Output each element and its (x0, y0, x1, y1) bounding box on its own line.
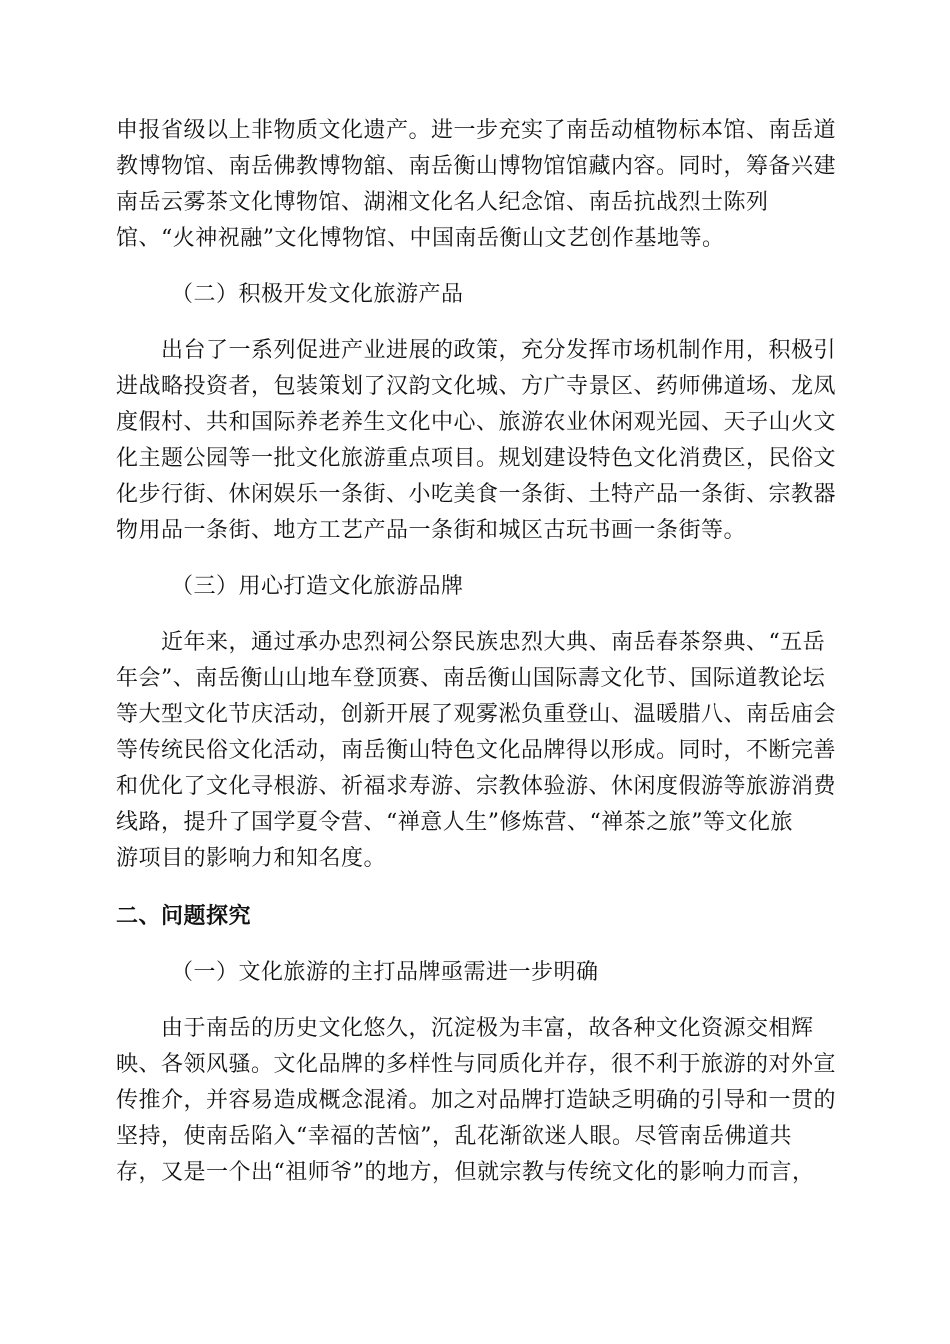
paragraph-brand (116, 625, 837, 877)
text-line: 进战略投资者，包装策划了汉韵文化城、方广寺景区、药师佛道场、龙凤 (116, 374, 837, 399)
text-line: 申报省级以上非物质文化遗产。进一步充实了南岳动植物标本馆、南岳道 (116, 118, 837, 143)
text-line: 化主题公园等一批文化旅游重点项目。规划建设特色文化消费区，民俗文 (116, 446, 837, 471)
spacer (116, 991, 834, 1011)
text-line: 传推介，并容易造成概念混淆。加之对品牌打造缺乏明确的引导和一贯的 (116, 1088, 837, 1113)
subheading-main-brand: （一）文化旅游的主打品牌亟需进一步明确 (171, 960, 599, 985)
text-line: 化步行街、休闲娱乐一条街、小吃美食一条街、土特产品一条街、宗教器 (116, 482, 837, 507)
subheading-develop-products: （二）积极开发文化旅游产品 (171, 282, 464, 307)
text-line: 由于南岳的历史文化悠久，沉淀极为丰富，故各种文化资源交相辉 (161, 1016, 814, 1041)
text-line: 度假村、共和国际养老养生文化中心、旅游农业休闲观光园、天子山火文 (116, 410, 837, 435)
text-line: 南岳云雾茶文化博物馆、湖湘文化名人纪念馆、南岳抗战烈士陈列 (116, 190, 769, 215)
text-line: 和优化了文化寻根游、祈福求寿游、宗教体验游、休闲度假游等旅游消费 (116, 774, 837, 799)
text-line: 坚持，使南岳陷入“幸福的苦恼”，乱花渐欲迷人眼。尽管南岳佛道共 (116, 1124, 792, 1149)
text-line: 等传统民俗文化活动，南岳衡山特色文化品牌得以形成。同时，不断完善 (116, 738, 837, 763)
paragraph-museums (116, 113, 837, 257)
text-line: 存，又是一个出“祖师爷”的地方，但就宗教与传统文化的影响力而言， (116, 1160, 815, 1185)
text-line: 线路，提升了国学夏令营、“禅意人生”修炼营、“禅茶之旅”等文化旅 (116, 810, 793, 835)
paragraph-brand-issue (116, 1011, 837, 1191)
spacer (116, 605, 834, 625)
document-body (116, 113, 837, 1191)
section-heading: 二、问题探究 (116, 904, 252, 929)
text-line: 出台了一系列促进产业进展的政策，充分发挥市场机制作用，积极引 (161, 338, 837, 363)
text-line: 物用品一条街、地方工艺产品一条街和城区古玩书画一条街等。 (116, 518, 747, 543)
spacer (116, 877, 834, 899)
text-line: 教博物馆、南岳佛教博物舘、南岳衡山博物馆馆藏内容。同时，筹备兴建 (116, 154, 837, 179)
subheading-build-brand: （三）用心打造文化旅游品牌 (171, 574, 464, 599)
text-line: 馆、“火神祝融”文化博物馆、中国南岳衡山文艺创作基地等。 (116, 226, 725, 251)
spacer (116, 549, 834, 569)
text-line: 映、各领风骚。文化品牌的多样性与同质化并存，很不利于旅游的对外宣 (116, 1052, 837, 1077)
text-line: 年会”、南岳衡山山地车登顶赛、南岳衡山国际壽文化节、国际道教论坛 (116, 666, 826, 691)
spacer (116, 935, 834, 955)
text-line: 等大型文化节庆活动，创新开展了观雾淞负重登山、温暖腊八、南岳庙会 (116, 702, 837, 727)
text-line: 游项目的影响力和知名度。 (116, 846, 387, 871)
spacer (116, 257, 834, 277)
spacer (116, 313, 834, 333)
text-line: 近年来，通过承办忠烈祠公祭民族忠烈大典、南岳春茶祭典、“五岳 (161, 630, 826, 655)
paragraph-products (116, 333, 837, 549)
